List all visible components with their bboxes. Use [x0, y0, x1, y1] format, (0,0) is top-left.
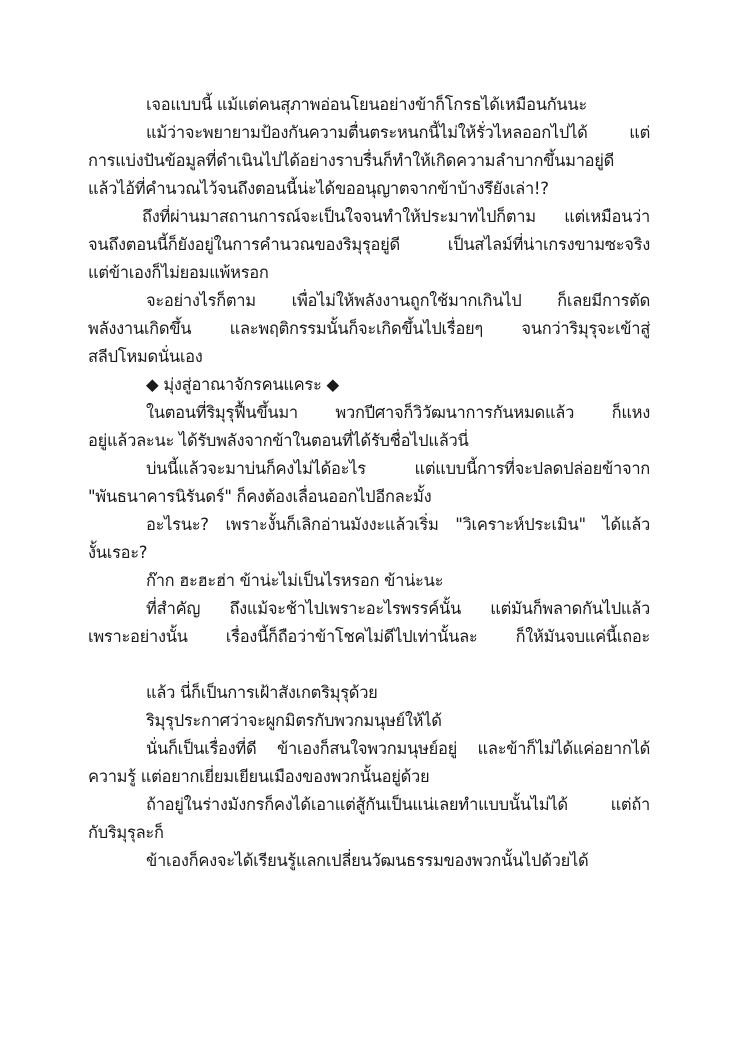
- text-line: อะไรนะ? เพราะงั้นก็เลิกอ่านมังงะแล้วเริ่ม "วิเคราะห์ประเมิน" ได้แล้ว: [146, 515, 650, 534]
- text-line: แต่ข้าเองก็ไม่ยอมแพ้หรอก: [88, 263, 269, 282]
- text-line: เพราะอย่างนั้น เรื่องนี้ก็ถือว่าข้าโชคไม่ดีไปเท่านั้นละ ก็ให้มันจบแค่นี้เถอะ: [88, 627, 650, 646]
- text-line: ที่สำคัญ ถึงแม้จะช้าไปเพราะอะไรพรรค์นั้น แต่มันก็พลาดกันไปแล้ว: [146, 599, 650, 618]
- text-line: แล้วไอ้ที่คำนวณไว้จนถึงตอนนี้น่ะได้ขออนุญาตจากข้าบ้างรึยังเล่า!?: [88, 179, 549, 198]
- text-line: ข้าเองก็คงจะได้เรียนรู้แลกเปลี่ยนวัฒนธรรมของพวกนั้นไปด้วยได้: [146, 851, 589, 870]
- text-line: ริมุรุประกาศว่าจะผูกมิตรกับพวกมนุษย์ให้ได้: [146, 711, 442, 730]
- text-line: ก๊าก ฮะฮะฮ่า ข้าน่ะไม่เป็นไรหรอก ข้าน่ะนะ: [146, 571, 444, 590]
- text-line: จนถึงตอนนี้ก็ยังอยู่ในการคำนวณของริมุรุอยู่ดี เป็นสไลม์ที่น่าเกรงขามซะจริง: [88, 235, 650, 254]
- text-line: อยู่แล้วละนะ ได้รับพลังจากข้าในตอนที่ได้รับชื่อไปแล้วนี่: [88, 431, 469, 450]
- text-line: นั่นก็เป็นเรื่องที่ดี ข้าเองก็สนใจพวกมนุษย์อยู่ และข้าก็ไม่ได้แค่อยากได้: [146, 739, 650, 758]
- section-heading: ◆ มุ่งสู่อาณาจักรคนแคระ ◆: [146, 375, 339, 394]
- text-line: ความรู้ แต่อยากเยี่ยมเยียนเมืองของพวกนั้นอยู่ด้วย: [88, 767, 430, 786]
- text-line: จะอย่างไรก็ตาม เพื่อไม่ให้พลังงานถูกใช้มากเกินไป ก็เลยมีการตัด: [146, 291, 650, 310]
- text-line: "พันธนาคารนิรันดร์" ก็คงต้องเลื่อนออกไปอีกละมั้ง: [88, 487, 432, 506]
- text-line: ถ้าอยู่ในร่างมังกรก็คงได้เอาแต่สู้กันเป็นแน่เลยทำแบบนั้นไม่ได้ แต่ถ้า: [146, 795, 650, 814]
- text-line: สลีปโหมดนั่นเอง: [88, 347, 203, 366]
- text-line: แล้ว นี่ก็เป็นการเฝ้าสังเกตริมุรุด้วย: [146, 683, 378, 702]
- text-line: แม้ว่าจะพยายามป้องกันความตื่นตระหนกนี้ไม่ให้รั่วไหลออกไปได้ แต่: [146, 123, 650, 142]
- text-line: งั้นเรอะ?: [88, 543, 148, 562]
- text-line: เจอแบบนี้ แม้แต่คนสุภาพอ่อนโยนอย่างข้าก็โกรธได้เหมือนกันนะ: [146, 95, 587, 114]
- text-line: กับริมุรุละก็: [88, 823, 164, 842]
- text-line: ถึงที่ผ่านมาสถานการณ์จะเป็นใจจนทำให้ประมาทไปก็ตาม แต่เหมือนว่า: [142, 207, 650, 226]
- text-line: บ่นนี้แล้วจะมาบ่นก็คงไม่ได้อะไร แต่แบบนี้การที่จะปลดปล่อยข้าจาก: [146, 459, 650, 478]
- text-line: ในตอนที่ริมุรุฟื้นขึ้นมา พวกปีศาจก็วิวัฒนาการกันหมดแล้ว ก็แหง: [146, 403, 650, 422]
- text-line: พลังงานเกิดขึ้น และพฤติกรรมนั้นก็จะเกิดขึ้นไปเรื่อยๆ จนกว่าริมุรุจะเข้าสู่: [88, 319, 650, 338]
- text-line: การแบ่งปันข้อมูลที่ดำเนินไปได้อย่างราบรื่นก็ทำให้เกิดความลำบากขึ้นมาอยู่ดี: [88, 151, 615, 170]
